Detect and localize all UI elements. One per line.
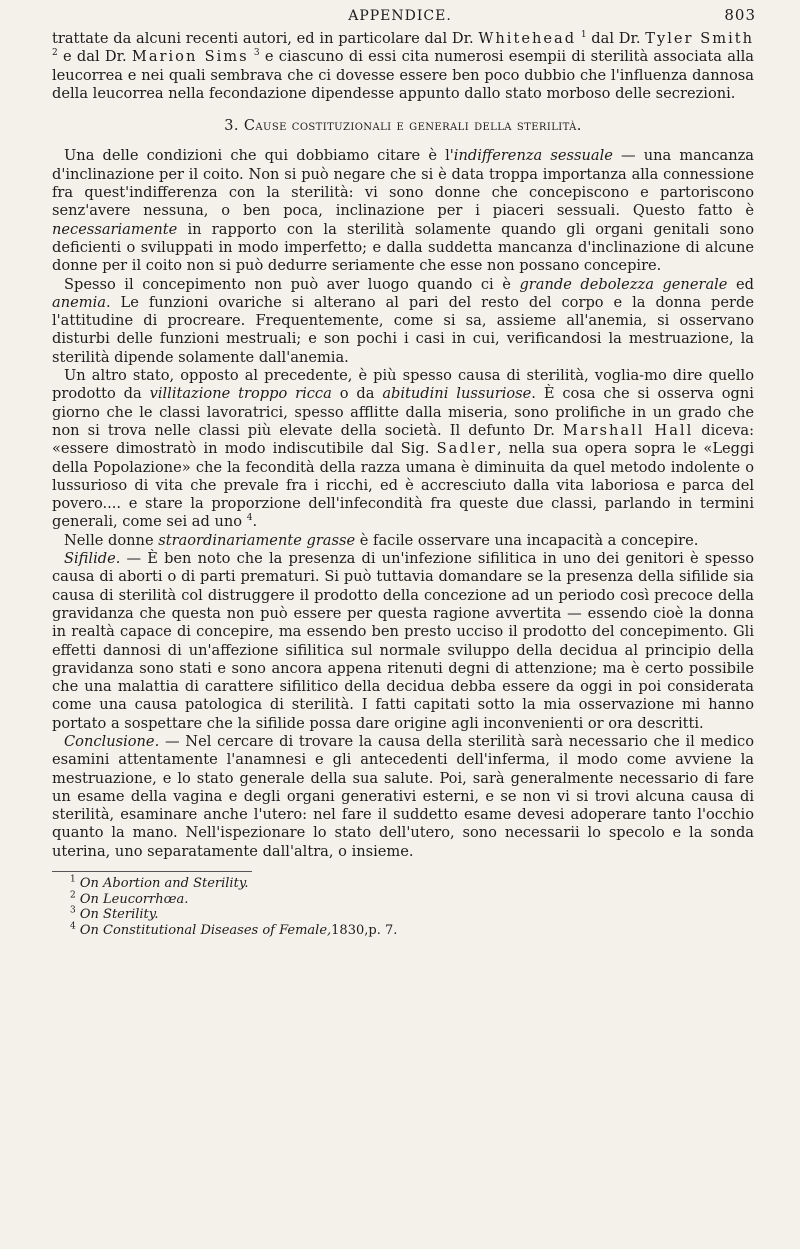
paragraph-indifferenza: Una delle condizioni che qui dobbiamo citare è l'indifferenza sessuale — una mancanza d'inclinazione per il coito. Non si può negare che si è data troppa importanza alla connessione fra quest'indifferenza con la sterilità: vi sono donne che concepiscono e partoriscono senz'avere nessuna, o ben poca, inclinazione per i piaceri sessuali. Questo fatto è necessariamente in rapporto con la sterilità solamente quando gli organi genitali sono deficienti o sviluppati in modo imperfetto; e dalla suddetta mancanza d'inclinazione di alcune donne per il coito non si può dedurre seriamente che esse non possano concepire.: [52, 147, 754, 275]
running-head-title: APPENDICE.: [348, 8, 452, 24]
paragraph-anemia: Spesso il concepimento non può aver luogo quando ci è grande debolezza generale ed anemia. Le funzioni ovariche si alterano al pari del resto del corpo e la donna perde l'attitudine di procreare. Frequentemente, come si sa, assieme all'anemia, si osservano disturbi delle funzioni mestruali; e son pochi i casi in cui, verificandosi la mestruazione, la sterilità dipende solamente dall'anemia.: [52, 275, 754, 366]
footnote-ref: 4: [246, 513, 253, 524]
footnote-ref: 3: [253, 48, 260, 59]
paragraph-grasse: Nelle donne straordinariamente grasse è facile osservare una incapacità a concepire.: [64, 531, 699, 549]
footnotes: [52, 876, 754, 938]
author-name: Sadler: [436, 440, 497, 458]
paragraph-conclusione: Conclusione. — Nel cercare di trovare la causa della sterilità sarà necessario che il medico esamini attentamente l'anamnesi e gli antecedenti dell'inferma, il modo come avviene la mestruazione, e lo stato generale della sua salute. Poi, sarà generalmente necessario di fare un esame della vagina e degli organi generativi esterni, e se non vi si trovi alcuna causa di sterilità, esaminare anche l'utero: nel fare il suddetto esame devesi adoperare tanto l'occhio quanto la mano. Nell'ispezionare lo stato dell'utero, sono necessarii lo specolo e la sonda uterina, uno separatamente dall'altra, o insieme.: [52, 732, 754, 860]
footnote: $^2$ On Leucorrhœa.: [70, 890, 189, 907]
author-name: Marshall Hall: [562, 421, 694, 439]
page-number: 803: [724, 6, 756, 24]
running-head: [0, 6, 800, 30]
author-name: Whitehead: [478, 30, 577, 47]
footnote-ref: 1: [580, 30, 587, 41]
footnote: $^1$ On Abortion and Sterility.: [70, 874, 249, 892]
footnote-divider: [52, 871, 252, 872]
author-name: Marion Sims: [131, 48, 249, 66]
intro-paragraph: trattate da alcuni recenti autori, ed in particolare dal Dr. Whitehead $^1$ dal Dr. Tyler Smith $^2$ e dal Dr. Marion Sims $^3$ e ciascuno di essi cita numerosi esempii di sterilità associata alla leucorrea e nei quali sembrava che ci dovesse essere ben poco dubbio che l'influenza dannosa della leucorrea nella fecondazione dipendesse appunto dallo stato morboso delle secrezioni.: [52, 30, 755, 102]
paragraph-sifilide: Sifilide. — È ben noto che la presenza di un'infezione sifilitica in uno dei genitori è spesso causa di aborti o di parti prematuri. Si può tuttavia domandare se la presenza della sifilide sia causa di sterilità col distruggere il prodotto della concezione ad un periodo così precoce della gravidanza che questa non può essere per questa ragione avvertita — essendo cioè la donna in realtà capace di concepire, ma essendo ben presto ucciso il prodotto del concepimento. Gli effetti dannosi di un'affezione sifilitica sul normale sviluppo della decidua al principio della gravidanza sono stati e sono ancora appena ritenuti degni di attenzione; ma è certo possibile che una malattia di carattere sifilitico della decidua debba essere da oggi in poi considerata come una causa patologica di sterilità. I fatti capitati sotto la mia osservazione mi hanno portato a sospettare che la sifilide possa dare origine agli inconvenienti or ora descritti.: [52, 550, 754, 732]
author-name: Tyler Smith: [645, 30, 755, 47]
footnote: $^4$ On Constitutional Diseases of Female,1830,p. 7.: [70, 921, 398, 938]
footnote-ref: 2: [52, 48, 58, 59]
footnote: $^3$ On Sterility.: [70, 905, 159, 923]
paragraph-lussuria: Un altro stato, opposto al precedente, è più spesso causa di sterilità, voglia-mo dire quello prodotto da villitazione troppo ricca o da abitudini lussuriose. È cosa che si osserva ogni giorno che le classi lavoratrici, spesso afflitte dalla miseria, sono prolifiche in un grado che non si trova nelle classi più elevate della società. Il defunto Dr. Marshall Hall diceva: «essere dimostratò in modo indiscutibile dal Sig. Sadler, nella sua opera sopra le «Leggi della Popolazione» che la fecondità della razza umana è diminuita da quel metodo indolente o lussurioso di vita che prevale fra i ricchi, ed è accresciuto dalla vita laboriosa e parca del povero.... e stare la proporzione dell'infecondità fra queste due classi, parlando in termini generali, come sei ad uno $^4$.: [52, 367, 754, 531]
page-body: [52, 30, 754, 938]
section-heading: 3. Cause costituzionali e generali della sterilità.: [224, 118, 582, 135]
